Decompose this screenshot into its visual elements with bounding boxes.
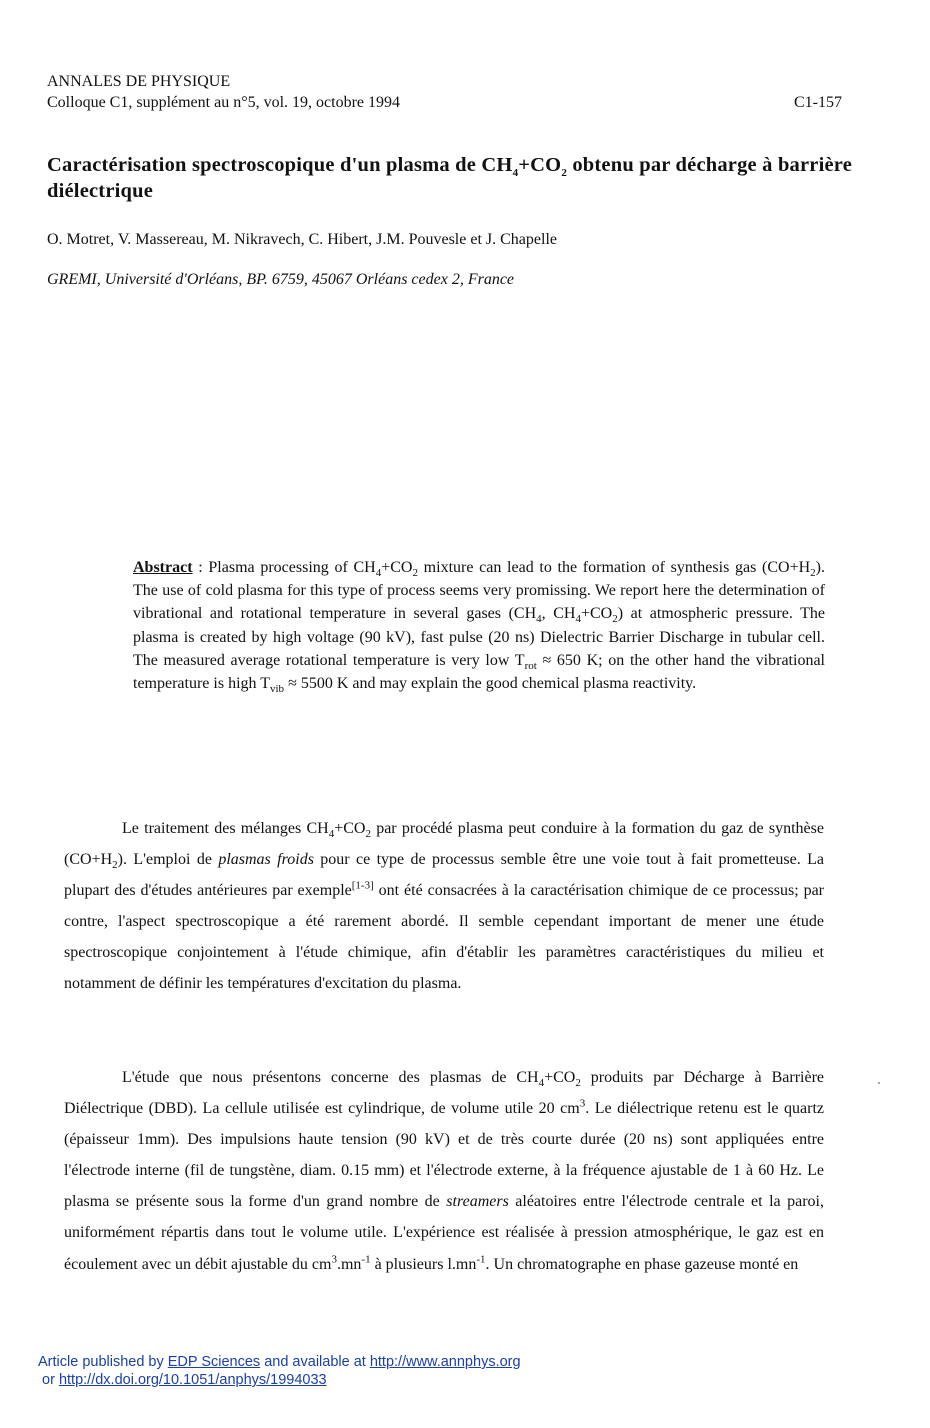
- page-number: C1-157: [794, 94, 842, 111]
- paper-title: Caractérisation spectroscopique d'un plasma de $CH_4+CO_2$ obtenu par décharge à barrière diélectrique: [47, 154, 853, 202]
- scan-speck: [878, 1082, 880, 1084]
- abstract-label: Abstract: [133, 559, 193, 576]
- edp-sciences-link[interactable]: EDP Sciences: [167, 1354, 261, 1370]
- author-list: O. Motret, V. Massereau, M. Nikravech, C. Hibert, J.M. Pouvesle et J. Chapelle: [47, 231, 557, 248]
- body-paragraph-1: Le traitement des mélanges $CH_4+CO_2$ par procédé plasma peut conduire à la formation du gaz de synthèse $(CO+H_2)$. L'emploi de plasmas froids pour ce type de processus semble être une voie tout à fait prometteuse. La plupart des d'études antérieures par exemple[1-3] ont été consacrées à la caractérisation chimique de ce processus; par contre, l'aspect spectroscopique a été rarement abordé. Il semble cependant important de mener une étude spectroscopique conjointement à l'étude chimique, afin d'établir les paramètres caractéristiques du milieu et notamment de définir les températures d'excitation du plasma.: [64, 820, 825, 993]
- journal-name: ANNALES DE PHYSIQUE: [47, 73, 231, 90]
- doi-link[interactable]: http://dx.doi.org/10.1051/anphys/1994033: [58, 1372, 327, 1388]
- citation-ref: [1-3]: [351, 879, 374, 892]
- publisher-footer: Article published by EDP Sciences and available at http://www.annphys.org or http://dx.doi.org/10.1051/anphys/1994033: [38, 1354, 521, 1388]
- affiliation: GREMI, Université d'Orléans, BP. 6759, 45067 Orléans cedex 2, France: [47, 271, 515, 288]
- abstract: Abstract : Plasma processing of $CH_4+CO_2$ mixture can lead to the formation of synthesis gas $(CO+H_2)$. The use of cold plasma for this type of process seems very promissing. We report here the determination of vibrational and rotational temperature in several gases ($CH_4$, $CH_4+CO_2$) at atmospheric pressure. The plasma is created by high voltage (90 kV), fast pulse (20 ns) Dielectric Barrier Discharge in tubular cell. The measured average rotational temperature is very low $T_{rot} \approx 650$ K; on the other hand the vibrational temperature is high $T_{vib} \approx 5500$ K and may explain the good chemical plasma reactivity.: [133, 559, 826, 696]
- annphys-link[interactable]: http://www.annphys.org: [369, 1354, 521, 1370]
- journal-issue: Colloque C1, supplément au n°5, vol. 19, octobre 1994: [47, 94, 401, 111]
- body-paragraph-2: L'étude que nous présentons concerne des plasmas de $CH_4+CO_2$ produits par Décharge à Barrière Diélectrique (DBD). La cellule utilisée est cylindrique, de volume utile 20 $cm^3$. Le diélectrique retenu est le quartz (épaisseur 1mm). Des impulsions haute tension (90 kV) et de très courte durée (20 ns) sont appliquées entre l'électrode interne (fil de tungstène, diam. 0.15 mm) et l'électrode externe, à la fréquence ajustable de 1 à 60 Hz. Le plasma se présente sous la forme d'un grand nombre de streamers aléatoires entre l'électrode centrale et la paroi, uniformément répartis dans tout le volume utile. L'expérience est réalisée à pression atmosphérique, le gaz est en écoulement avec un débit ajustable du $cm^3.mn^{-1}$ à plusieurs $l.mn^{-1}$. Un chromatographe en phase gazeuse monté en: [64, 1069, 824, 1273]
